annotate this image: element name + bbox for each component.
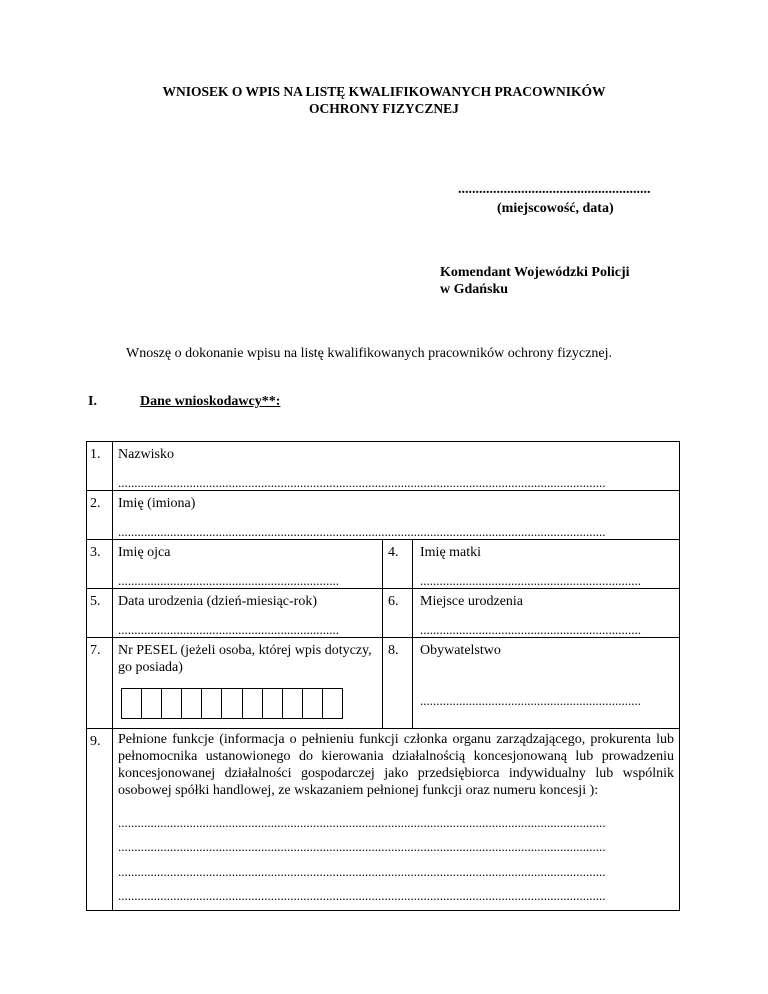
row-divider — [86, 637, 680, 638]
middle-divider-left — [382, 539, 383, 728]
row-divider — [86, 588, 680, 589]
row-divider — [86, 728, 680, 729]
pesel-digit-box[interactable] — [303, 689, 323, 718]
field-label-surname: Nazwisko — [118, 447, 174, 462]
birth-date-input[interactable]: .................................................................... — [118, 623, 339, 637]
middle-divider-right — [412, 539, 413, 728]
pesel-digit-box[interactable] — [122, 689, 142, 718]
number-column-divider — [112, 441, 113, 911]
field-label-first-names: Imię (imiona) — [118, 496, 196, 511]
row-divider — [86, 490, 680, 491]
pesel-digit-box[interactable] — [202, 689, 222, 718]
row-number: 6. — [388, 594, 399, 609]
row-number: 9. — [90, 734, 101, 749]
title-line-2: OCHRONY FIZYCZNEJ — [309, 101, 459, 116]
row-number: 2. — [90, 496, 101, 511]
section-title: Dane wnioskodawcy**: — [140, 394, 281, 409]
citizenship-input[interactable]: .................................................................... — [420, 694, 641, 708]
mother-name-input[interactable]: .................................................................... — [420, 574, 641, 588]
row-number: 5. — [90, 594, 101, 609]
row-divider — [86, 539, 680, 540]
addressee-line-1: Komendant Wojewódzki Policji — [440, 265, 630, 280]
request-text: Wnoszę o dokonanie wpisu na listę kwalifikowanych pracowników ochrony fizycznej. — [126, 346, 612, 361]
functions-input-line[interactable]: ...................................................................................................................................................... — [118, 840, 606, 854]
field-label-citizenship: Obywatelstwo — [420, 643, 501, 658]
first-names-input[interactable]: ...................................................................................................................................................... — [118, 525, 606, 539]
pesel-digit-box[interactable] — [182, 689, 202, 718]
row-number: 4. — [388, 545, 399, 560]
field-label-father-name: Imię ojca — [118, 545, 171, 560]
functions-input-line[interactable]: ...................................................................................................................................................... — [118, 865, 606, 879]
addressee-line-2: w Gdańsku — [440, 282, 509, 297]
pesel-digit-box[interactable] — [243, 689, 263, 718]
functions-input-line[interactable]: ...................................................................................................................................................... — [118, 889, 606, 903]
field-label-pesel: Nr PESEL (jeżeli osoba, której wpis dotyczy, go posiada) — [118, 643, 372, 675]
field-label-birth-place: Miejsce urodzenia — [420, 594, 524, 609]
title-line-1: WNIOSEK O WPIS NA LISTĘ KWALIFIKOWANYCH PRACOWNIKÓW — [162, 84, 606, 99]
pesel-digit-box[interactable] — [142, 689, 162, 718]
row-number: 1. — [90, 447, 101, 462]
pesel-digit-box[interactable] — [222, 689, 242, 718]
place-date-field[interactable]: ....................................................... — [458, 182, 651, 197]
pesel-digit-box[interactable] — [263, 689, 283, 718]
field-label-mother-name: Imię matki — [420, 545, 482, 560]
section-number: I. — [88, 394, 97, 409]
pesel-digit-box[interactable] — [323, 689, 342, 718]
birth-place-input[interactable]: .................................................................... — [420, 623, 641, 637]
row-number: 7. — [90, 643, 101, 658]
place-date-label: (miejscowość, data) — [497, 201, 614, 216]
functions-input-line[interactable]: ...................................................................................................................................................... — [118, 816, 606, 830]
pesel-digit-box[interactable] — [162, 689, 182, 718]
field-label-functions: Pełnione funkcje (informacja o pełnieniu funkcji członka organu zarządzającego, prokurenta lub pełnomocnika ustanowionego do kierowania działalnością koncesjonowaną lub prowadzeniu koncesjonowanej działalności gospodarczej jako przedsiębiorca indywidualny lub wspólnik osobowej spółki handlowej, ze wskazaniem pełnionej funkcji oraz numeru koncesji ): — [118, 732, 674, 798]
pesel-digit-box[interactable] — [283, 689, 303, 718]
surname-input[interactable]: ...................................................................................................................................................... — [118, 476, 606, 490]
row-number: 3. — [90, 545, 101, 560]
field-label-birth-date: Data urodzenia (dzień-miesiąc-rok) — [118, 594, 318, 609]
row-number: 8. — [388, 643, 399, 658]
document-title — [0, 83, 768, 117]
father-name-input[interactable]: .................................................................... — [118, 574, 339, 588]
pesel-input-boxes[interactable] — [121, 688, 343, 719]
